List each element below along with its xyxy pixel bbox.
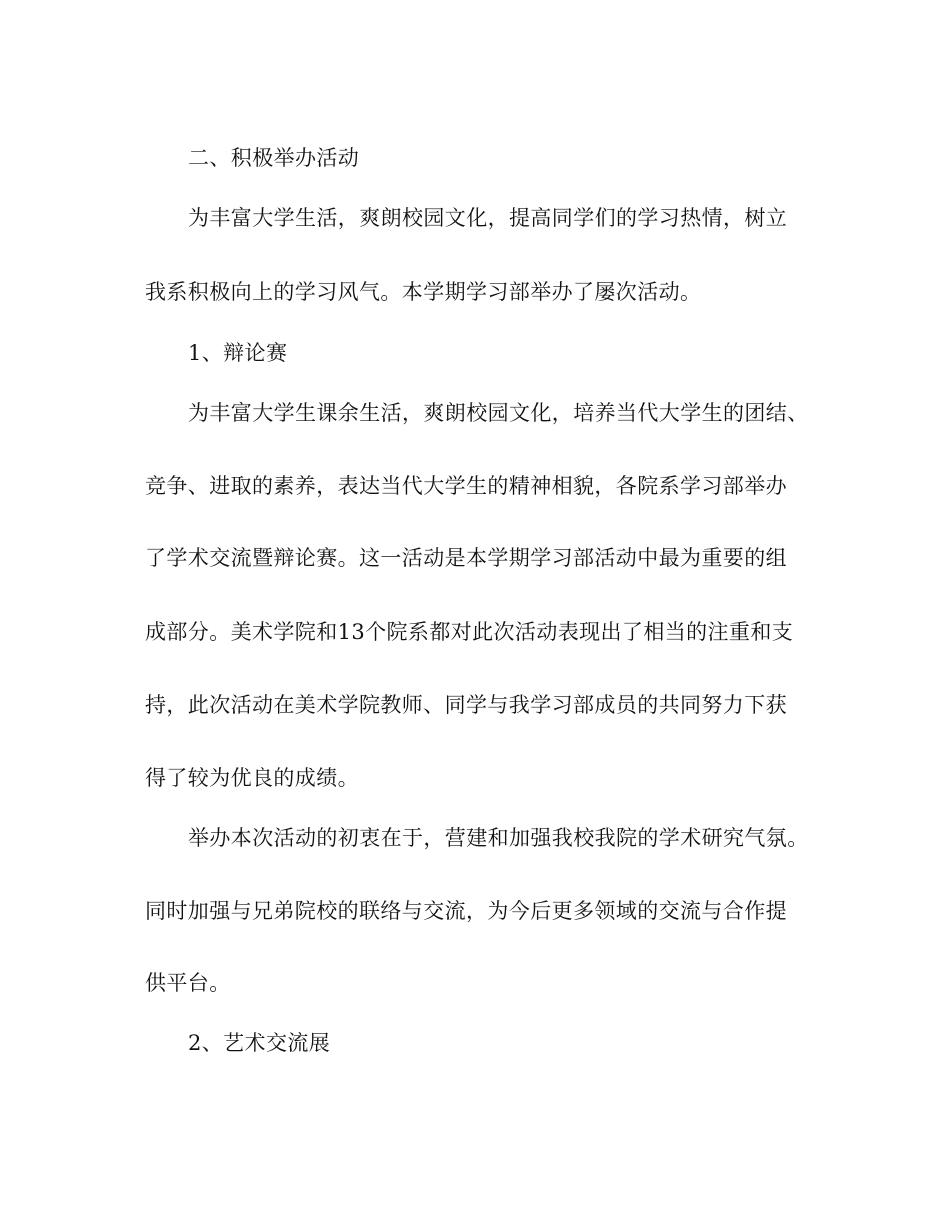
paragraph-line: 持，此次活动在美术学院教师、同学与我学习部成员的共同努力下获 — [145, 693, 787, 717]
paragraph-line: 为丰富大学生课余生活，爽朗校园文化，培养当代大学生的团结、 — [188, 401, 809, 425]
subheading: 2、艺术交流展 — [188, 1031, 331, 1055]
subheading: 1、辩论赛 — [188, 341, 288, 365]
paragraph-line: 了学术交流暨辩论赛。这一活动是本学期学习部活动中最为重要的组 — [145, 546, 787, 570]
paragraph-line: 供平台。 — [145, 971, 231, 995]
paragraph-line: 成部分。美术学院和13个院系都对此次活动表现出了相当的注重和支 — [145, 620, 794, 644]
paragraph-line: 为丰富大学生活，爽朗校园文化，提高同学们的学习热情，树立 — [188, 206, 788, 230]
paragraph-line: 我系积极向上的学习风气。本学期学习部举办了屡次活动。 — [145, 280, 702, 304]
paragraph-line: 得了较为优良的成绩。 — [145, 766, 359, 790]
section-heading: 二、积极举办活动 — [188, 146, 360, 170]
paragraph-line: 举办本次活动的初衷在于，营建和加强我校我院的学术研究气氛。 — [188, 826, 809, 850]
paragraph-line: 同时加强与兄弟院校的联络与交流，为今后更多领域的交流与合作提 — [145, 899, 787, 923]
paragraph-line: 竞争、进取的素养，表达当代大学生的精神相貌，各院系学习部举办 — [145, 474, 787, 498]
